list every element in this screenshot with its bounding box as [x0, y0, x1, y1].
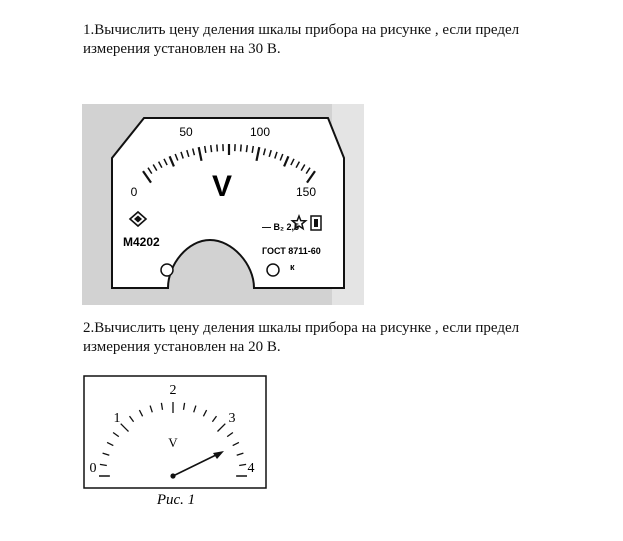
meter-2-scale-label: 0 [89, 461, 97, 476]
task-2-line-1: 2.Вычислить цену деления шкалы прибора на рисунке , если предел [83, 320, 520, 336]
meter-1-scale-label: 100 [249, 125, 271, 139]
meter-1-model: М4202 [123, 235, 160, 249]
task-1 [83, 21, 563, 59]
meter-1-scale-label: 0 [130, 185, 138, 199]
meter-2-scale-label: 3 [228, 411, 236, 426]
meter-1-left-screw-icon [161, 264, 173, 276]
meter-2-scale-label: 1 [113, 411, 121, 426]
voltmeter-2-figure [82, 368, 270, 510]
meter-1-class-mark: — В₂ 2,5 [262, 222, 300, 232]
task-2 [83, 319, 563, 357]
meter-2-caption: Рис. 1 [156, 492, 196, 508]
task-1-line-1: 1.Вычислить цену деления шкалы прибора на рисунке , если предел [83, 22, 520, 38]
meter-2-scale-label: 4 [247, 461, 255, 476]
meter-1-tick [211, 145, 212, 152]
meter-1-unit-symbol: V [211, 170, 233, 203]
meter-1-scale-label: 150 [295, 185, 317, 199]
meter-1-k-mark: к [290, 262, 295, 272]
meter-1-scale-label: 50 [179, 125, 193, 139]
task-1-line-2: измерения установлен на 30 В. [83, 41, 281, 57]
meter-2-scale-label: 2 [169, 383, 177, 398]
meter-1-tick [241, 145, 242, 152]
voltmeter-1-figure [82, 104, 364, 305]
meter-2-unit-symbol: V [168, 435, 178, 450]
meter-1-standard: ГОСТ 8711-60 [262, 246, 321, 256]
meter-1-right-screw-icon [267, 264, 279, 276]
meter-1-tick [246, 145, 247, 152]
task-2-line-2: измерения установлен на 20 В. [83, 339, 281, 355]
meter-1-tick [217, 145, 218, 152]
